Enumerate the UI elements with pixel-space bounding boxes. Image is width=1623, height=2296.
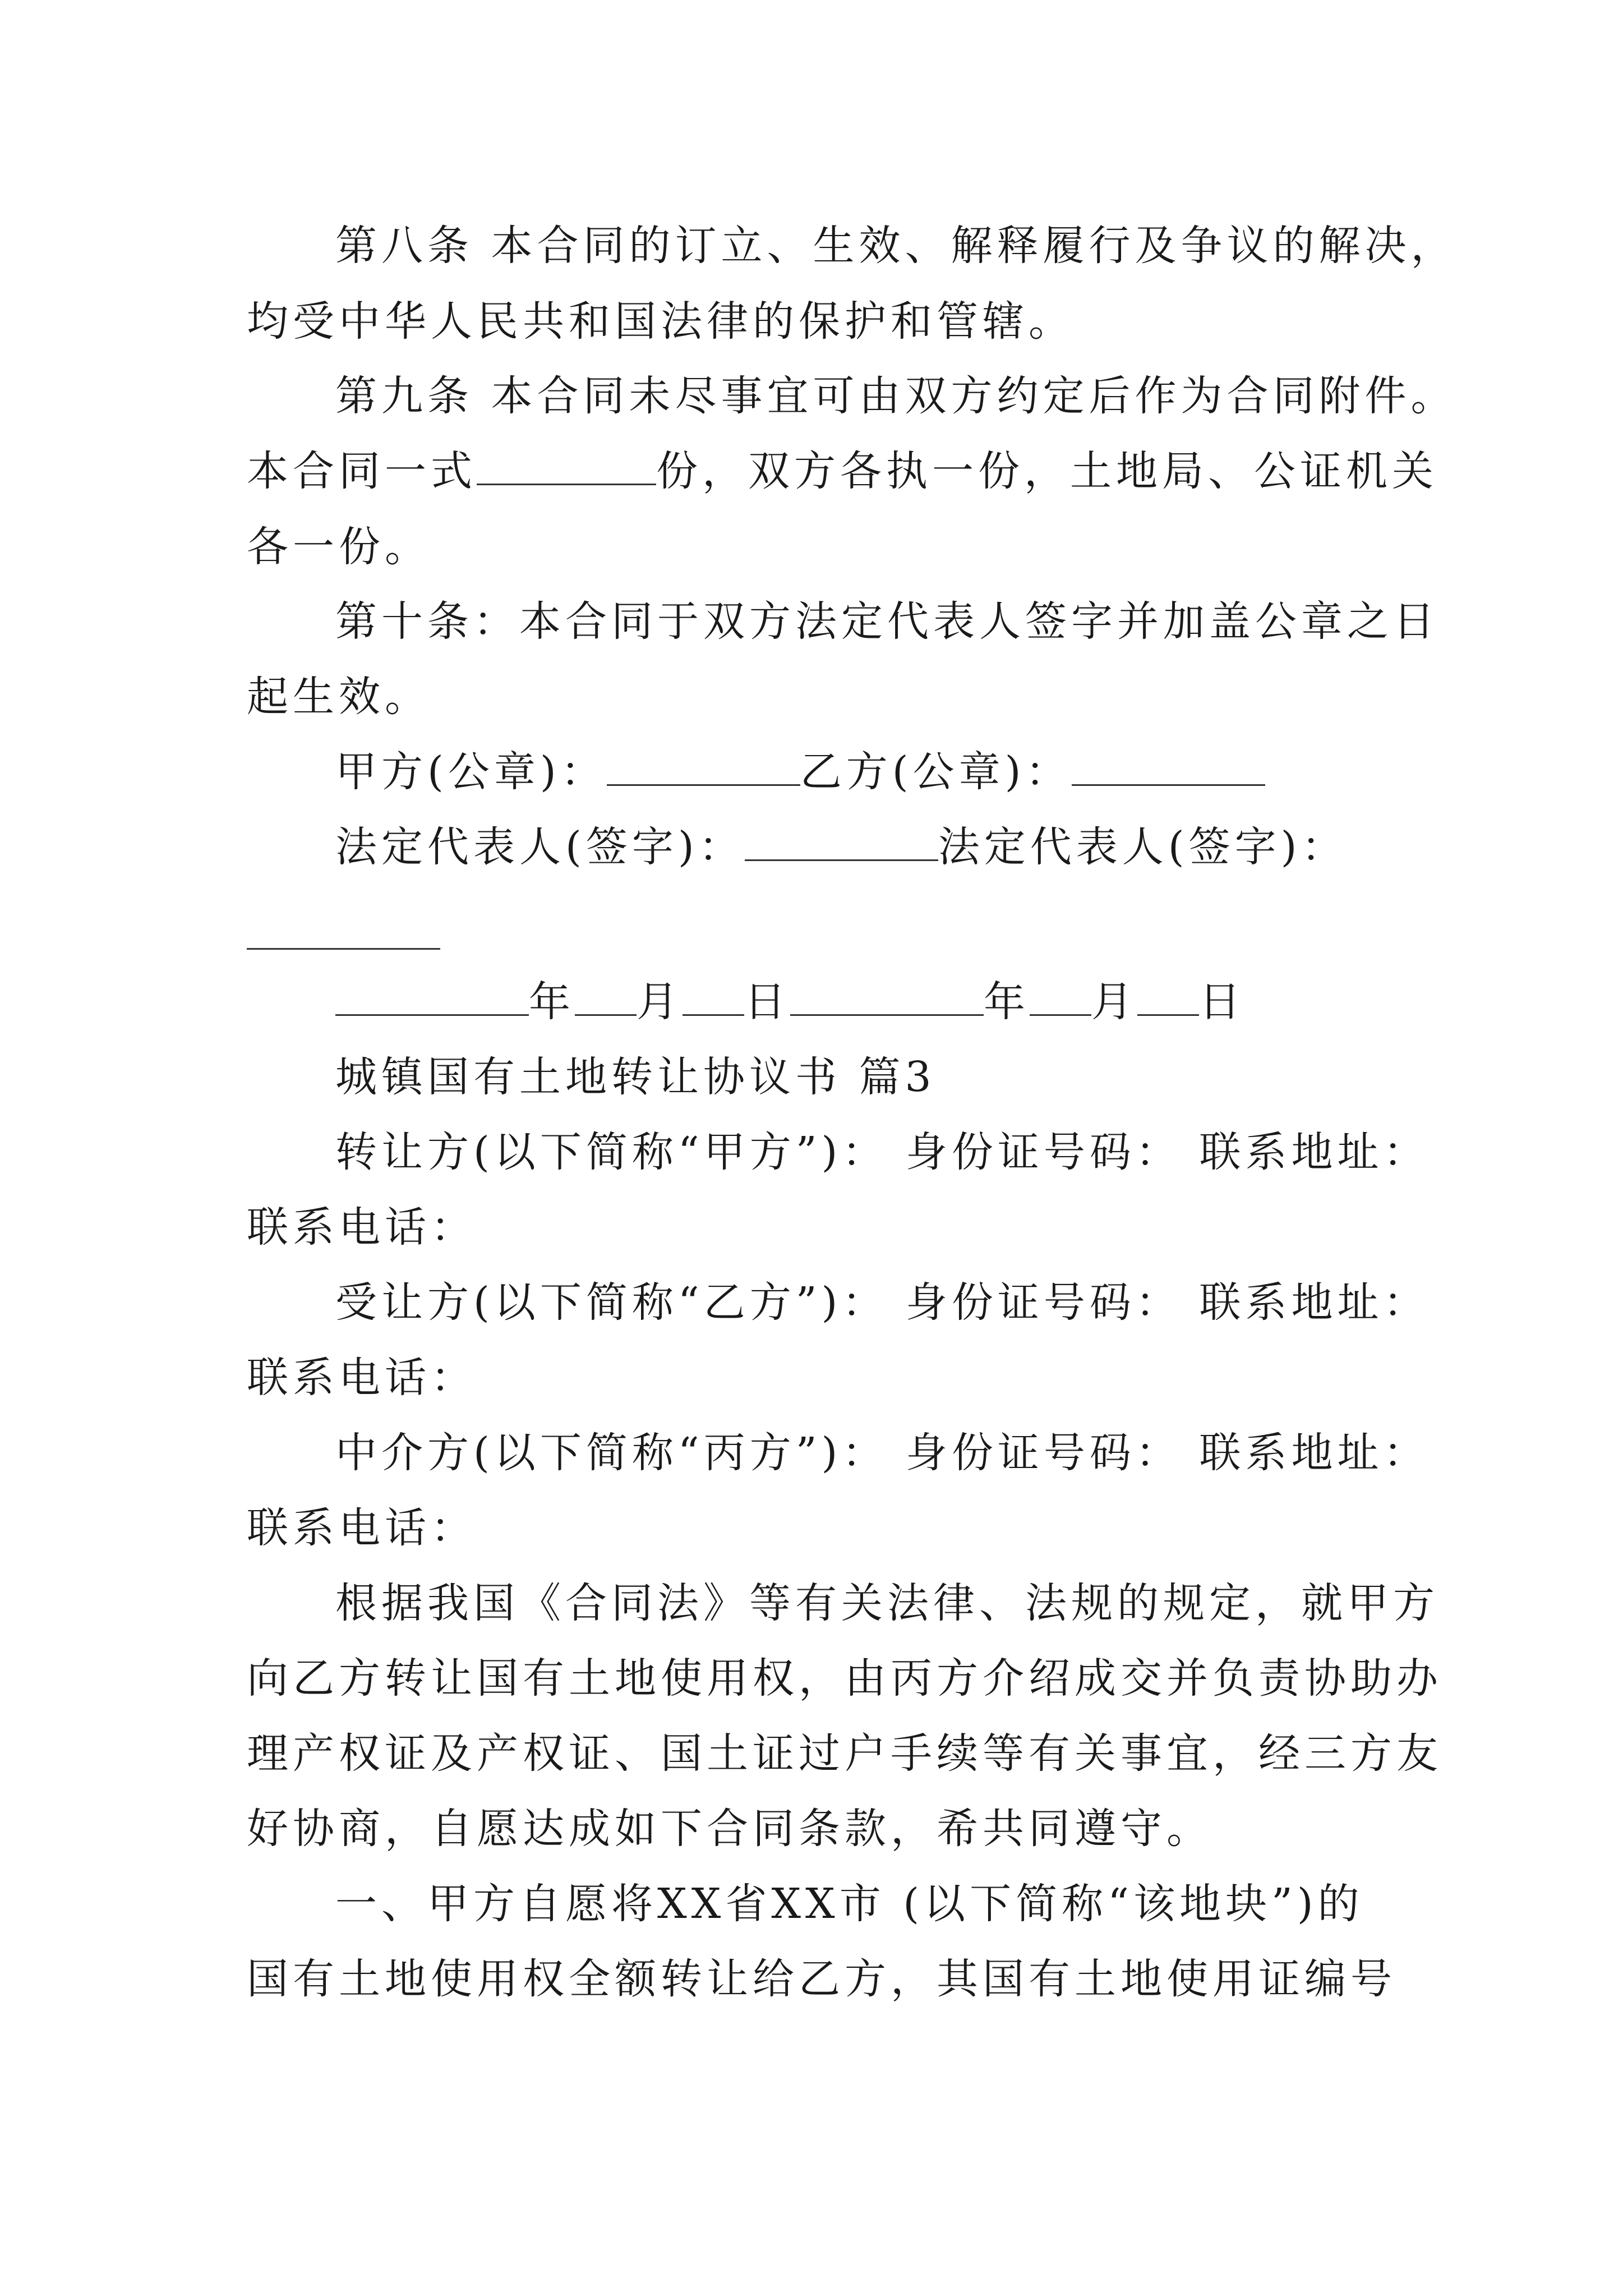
party-a-rep-blank (745, 820, 938, 861)
agent-phone: 联系电话： (247, 1504, 477, 1552)
clause-1-line-2: 国有土地使用权全额转让给乙方，其国有土地使用证编号 (247, 1955, 1396, 2003)
transferee-phone: 联系电话： (247, 1354, 477, 1402)
party-a-seal-blank (607, 745, 800, 786)
preamble-line-3: 理产权证及产权证、国土证过户手续等有关事宜，经三方友 (247, 1729, 1442, 1778)
copies-suffix: 份，双方各执一份，土地局、公证机关 (656, 447, 1438, 495)
article-9-line-1: 第九条 本合同未尽事宜可由双方约定后作为合同附件。 (335, 372, 1457, 420)
year-label: 年 (529, 978, 575, 1026)
party-b-day-blank (1137, 975, 1199, 1016)
month-label: 月 (637, 978, 683, 1026)
party-a-year-blank (335, 975, 529, 1016)
party-b-year-blank (790, 975, 984, 1016)
section-heading: 城镇国有土地转让协议书 篇3 (335, 1053, 936, 1101)
transferee-line: 受让方(以下简称“乙方”)： 身份证号码： 联系地址： (335, 1278, 1430, 1327)
party-b-seal-blank (1072, 745, 1265, 786)
representative-line (335, 819, 1348, 875)
day-label-b: 日 (1199, 978, 1245, 1026)
copies-blank (477, 444, 656, 485)
day-label: 日 (744, 978, 790, 1026)
party-a-day-blank (683, 975, 744, 1016)
article-10-line-1: 第十条：本合同于双方法定代表人签字并加盖公章之日 (335, 597, 1439, 646)
preamble-line-2: 向乙方转让国有土地使用权，由丙方介绍成交并负责协助办 (247, 1654, 1442, 1703)
seal-line (335, 744, 1265, 800)
article-9-line-2 (247, 443, 1438, 499)
party-b-rep-label: 法定代表人(签字)： (938, 823, 1348, 871)
year-label-b: 年 (984, 978, 1030, 1026)
party-a-seal-label: 甲方(公章)： (335, 748, 607, 796)
date-line (335, 974, 1245, 1030)
party-b-rep-blank (247, 948, 440, 950)
month-label-b: 月 (1091, 978, 1137, 1026)
party-b-seal-label: 乙方(公章)： (800, 748, 1072, 796)
transferor-line: 转让方(以下简称“甲方”)： 身份证号码： 联系地址： (335, 1128, 1430, 1176)
article-8-line-2: 均受中华人民共和国法律的保护和管辖。 (247, 297, 1075, 346)
party-a-month-blank (575, 975, 637, 1016)
party-b-month-blank (1030, 975, 1091, 1016)
clause-1-line-1: 一、甲方自愿将XX省XX市 (以下简称“该地块”)的 (335, 1880, 1364, 1928)
preamble-line-1: 根据我国《合同法》等有关法律、法规的规定，就甲方 (335, 1579, 1439, 1627)
preamble-line-4: 好协商，自愿达成如下合同条款，希共同遵守。 (247, 1805, 1212, 1853)
agent-line: 中介方(以下简称“丙方”)： 身份证号码： 联系地址： (335, 1429, 1430, 1477)
article-8-line-1: 第八条 本合同的订立、生效、解释履行及争议的解决， (335, 222, 1457, 270)
party-a-rep-label: 法定代表人(签字)： (335, 823, 745, 871)
article-9-line-3: 各一份。 (247, 523, 431, 571)
article-10-line-2: 起生效。 (247, 673, 431, 721)
copies-prefix: 本合同一式 (247, 447, 477, 495)
transferor-phone: 联系电话： (247, 1203, 477, 1251)
